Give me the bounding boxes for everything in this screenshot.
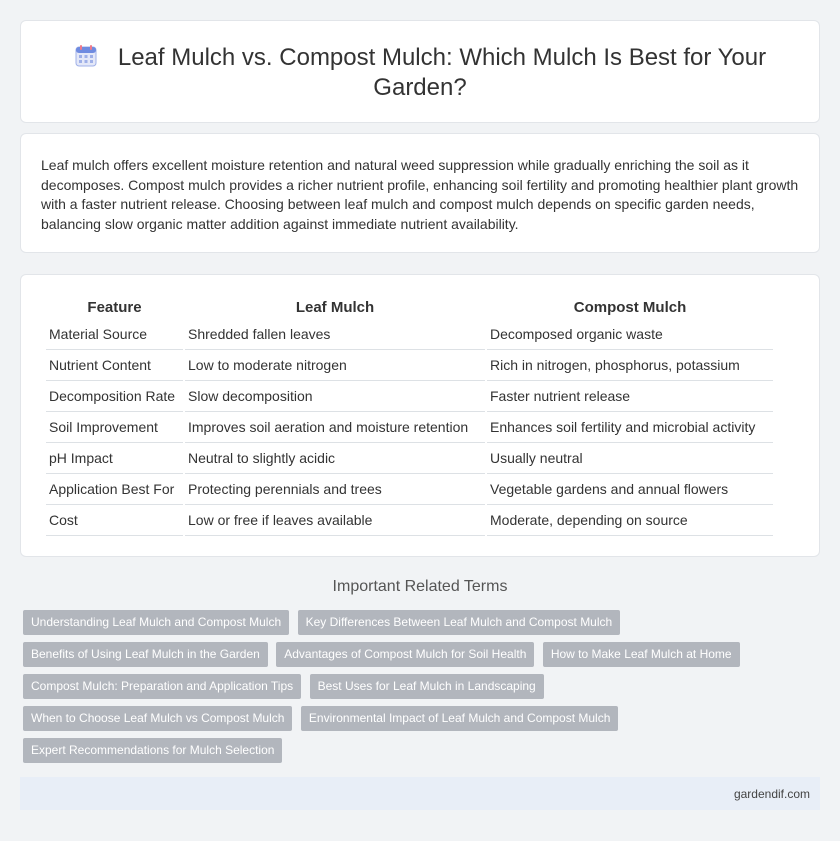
tag-row: [23, 642, 813, 674]
table-cell: Application Best For: [46, 474, 183, 505]
table-cell: Moderate, depending on source: [487, 505, 773, 536]
table-cell: Decomposition Rate: [46, 381, 183, 412]
footer-bar: [20, 777, 820, 810]
tag-row: [23, 738, 813, 770]
tag-row: [23, 610, 813, 642]
table-cell: Cost: [46, 505, 183, 536]
table-cell: Protecting perennials and trees: [185, 474, 485, 505]
table-cell: Low to moderate nitrogen: [185, 350, 485, 381]
intro-card: [20, 133, 820, 253]
table-cell: Low or free if leaves available: [185, 505, 485, 536]
table-row: [46, 505, 773, 536]
related-term-tag[interactable]: When to Choose Leaf Mulch vs Compost Mulch: [23, 706, 292, 731]
tag-row: [23, 674, 813, 706]
table-header-row: [46, 295, 773, 319]
table-row: [46, 350, 773, 381]
header-card: [20, 20, 820, 123]
related-term-tag[interactable]: Compost Mulch: Preparation and Application Tips: [23, 674, 301, 699]
table-row: [46, 443, 773, 474]
table-cell: Rich in nitrogen, phosphorus, potassium: [487, 350, 773, 381]
calendar-icon: [74, 44, 98, 68]
related-term-tag[interactable]: Key Differences Between Leaf Mulch and Compost Mulch: [298, 610, 621, 635]
column-header-compost-mulch: Compost Mulch: [573, 299, 687, 316]
table-cell: Improves soil aeration and moisture retention: [185, 412, 485, 443]
intro-text: Leaf mulch offers excellent moisture retention and natural weed suppression while gradually enriching the soil as it decomposes. Compost mulch provides a richer nutrient profile, enhancing soil fertility and promoting healthier plant growth with a faster nutrient release. Choosing between leaf mulch and compost mulch depends on specific garden needs, balancing slow organic matter addition against immediate nutrient availability.: [41, 157, 799, 232]
page-title-text: Leaf Mulch vs. Compost Mulch: Which Mulch Is Best for Your Garden?: [117, 44, 767, 101]
table-row: [46, 381, 773, 412]
page-title: [61, 43, 779, 103]
footer-site-link[interactable]: gardendif.com: [733, 787, 810, 801]
table-cell: Vegetable gardens and annual flowers: [487, 474, 773, 505]
table-cell: Enhances soil fertility and microbial activity: [487, 412, 773, 443]
comparison-table: [44, 295, 775, 536]
table-cell: Decomposed organic waste: [487, 319, 773, 350]
related-term-tag[interactable]: Environmental Impact of Leaf Mulch and Compost Mulch: [301, 706, 618, 731]
related-term-tag[interactable]: Benefits of Using Leaf Mulch in the Garden: [23, 642, 268, 667]
table-cell: Nutrient Content: [46, 350, 183, 381]
table-cell: Neutral to slightly acidic: [185, 443, 485, 474]
table-cell: Soil Improvement: [46, 412, 183, 443]
tag-row: [23, 706, 813, 738]
column-header-leaf-mulch: Leaf Mulch: [295, 299, 375, 316]
related-term-tag[interactable]: How to Make Leaf Mulch at Home: [543, 642, 740, 667]
table-row: [46, 474, 773, 505]
comparison-card: [20, 274, 820, 557]
related-term-tag[interactable]: Advantages of Compost Mulch for Soil Health: [276, 642, 534, 667]
table-cell: Shredded fallen leaves: [185, 319, 485, 350]
related-term-tag[interactable]: Expert Recommendations for Mulch Selection: [23, 738, 282, 763]
related-terms-heading: Important Related Terms: [332, 578, 508, 595]
table-row: [46, 319, 773, 350]
column-header-feature: Feature: [87, 299, 142, 316]
related-term-tag[interactable]: Best Uses for Leaf Mulch in Landscaping: [310, 674, 544, 699]
table-cell: Slow decomposition: [185, 381, 485, 412]
related-term-tag[interactable]: Understanding Leaf Mulch and Compost Mulch: [23, 610, 289, 635]
table-cell: Faster nutrient release: [487, 381, 773, 412]
table-row: [46, 412, 773, 443]
table-cell: Material Source: [46, 319, 183, 350]
table-cell: pH Impact: [46, 443, 183, 474]
table-cell: Usually neutral: [487, 443, 773, 474]
related-terms-list: [23, 610, 813, 770]
